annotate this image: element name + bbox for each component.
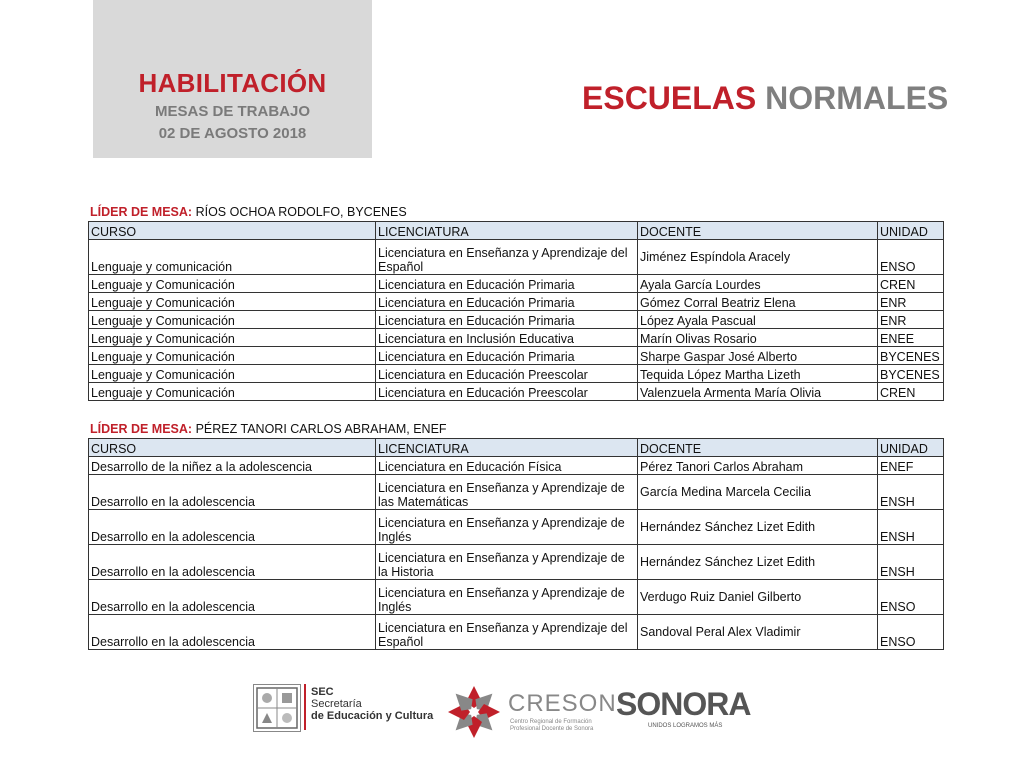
cell-licenciatura: Licenciatura en Enseñanza y Aprendizaje del Español	[376, 615, 638, 650]
mesa1-leader	[90, 205, 407, 219]
cell-docente: Sandoval Peral Alex Vladimir	[638, 615, 878, 650]
cell-curso: Desarrollo en la adolescencia	[89, 510, 376, 545]
cell-unidad: BYCENES	[878, 347, 944, 365]
col-curso: CURSO	[89, 222, 376, 240]
table-row	[89, 615, 944, 650]
cell-unidad: ENSH	[878, 510, 944, 545]
cell-licenciatura: Licenciatura en Enseñanza y Aprendizaje de las Matemáticas	[376, 475, 638, 510]
cell-unidad: CREN	[878, 383, 944, 401]
sec-shield-icon	[253, 684, 301, 732]
col-licenciatura: LICENCIATURA	[376, 222, 638, 240]
sec-line2: de Educación y Cultura	[311, 710, 434, 722]
cell-licenciatura: Licenciatura en Enseñanza y Aprendizaje del Español	[376, 240, 638, 275]
table-row	[89, 475, 944, 510]
mesa2-table	[88, 438, 944, 650]
cell-licenciatura: Licenciatura en Educación Preescolar	[376, 383, 638, 401]
col-unidad: UNIDAD	[878, 439, 944, 457]
cell-unidad: ENEE	[878, 329, 944, 347]
cell-docente: Jiménez Espíndola Aracely	[638, 240, 878, 275]
table-row	[89, 240, 944, 275]
cell-curso: Lenguaje y Comunicación	[89, 365, 376, 383]
cell-licenciatura: Licenciatura en Educación Física	[376, 457, 638, 475]
sonora-wordmark: SONORA	[616, 686, 751, 722]
cell-unidad: ENSO	[878, 580, 944, 615]
cell-curso: Lenguaje y Comunicación	[89, 275, 376, 293]
cell-licenciatura: Licenciatura en Educación Primaria	[376, 347, 638, 365]
table-header-row	[89, 222, 944, 240]
cell-curso: Lenguaje y comunicación	[89, 240, 376, 275]
col-curso: CURSO	[89, 439, 376, 457]
cell-docente: Gómez Corral Beatriz Elena	[638, 293, 878, 311]
cell-licenciatura: Licenciatura en Inclusión Educativa	[376, 329, 638, 347]
page-title	[582, 80, 948, 117]
title-red: ESCUELAS	[582, 80, 757, 116]
footer-logos	[0, 672, 1024, 752]
cell-curso: Lenguaje y Comunicación	[89, 293, 376, 311]
cell-docente: Tequida López Martha Lizeth	[638, 365, 878, 383]
cell-curso: Lenguaje y Comunicación	[89, 329, 376, 347]
table-row	[89, 329, 944, 347]
table-row	[89, 293, 944, 311]
cell-unidad: ENSO	[878, 240, 944, 275]
cell-docente: López Ayala Pascual	[638, 311, 878, 329]
cell-docente: Hernández Sánchez Lizet Edith	[638, 545, 878, 580]
cell-licenciatura: Licenciatura en Educación Primaria	[376, 311, 638, 329]
creson-wordmark: CRESON	[508, 690, 617, 717]
habilitacion-title: HABILITACIÓN	[138, 68, 327, 98]
table-row	[89, 311, 944, 329]
cell-unidad: BYCENES	[878, 365, 944, 383]
cell-unidad: CREN	[878, 275, 944, 293]
date-subtitle: 02 DE AGOSTO 2018	[158, 125, 307, 142]
cell-licenciatura: Licenciatura en Educación Primaria	[376, 275, 638, 293]
mesa1-leader-name: RÍOS OCHOA RODOLFO, BYCENES	[195, 205, 407, 219]
cell-licenciatura: Licenciatura en Enseñanza y Aprendizaje de Inglés	[376, 510, 638, 545]
col-docente: DOCENTE	[638, 222, 878, 240]
table-row	[89, 383, 944, 401]
creson-sub1: Centro Regional de Formación	[510, 719, 592, 725]
creson-subtitle	[510, 719, 593, 733]
cell-docente: Hernández Sánchez Lizet Edith	[638, 510, 878, 545]
cell-unidad: ENR	[878, 293, 944, 311]
creson-logo-icon	[446, 684, 502, 740]
table-row	[89, 347, 944, 365]
cell-docente: Valenzuela Armenta María Olivia	[638, 383, 878, 401]
cell-licenciatura: Licenciatura en Enseñanza y Aprendizaje de Inglés	[376, 580, 638, 615]
col-licenciatura: LICENCIATURA	[376, 439, 638, 457]
cell-docente: Ayala García Lourdes	[638, 275, 878, 293]
col-docente: DOCENTE	[638, 439, 878, 457]
cell-docente: Marín Olivas Rosario	[638, 329, 878, 347]
table-row	[89, 275, 944, 293]
mesa2-leader	[90, 422, 447, 436]
table-row	[89, 457, 944, 475]
cell-curso: Lenguaje y Comunicación	[89, 311, 376, 329]
cell-curso: Desarrollo de la niñez a la adolescencia	[89, 457, 376, 475]
cell-curso: Desarrollo en la adolescencia	[89, 580, 376, 615]
cell-docente: Sharpe Gaspar José Alberto	[638, 347, 878, 365]
title-gray: NORMALES	[765, 80, 949, 116]
mesa2-leader-name: PÉREZ TANORI CARLOS ABRAHAM, ENEF	[195, 422, 447, 436]
creson-sub2: Profesional Docente de Sonora	[510, 726, 594, 732]
cell-curso: Desarrollo en la adolescencia	[89, 545, 376, 580]
mesas-subtitle: MESAS DE TRABAJO	[154, 103, 311, 120]
cell-licenciatura: Licenciatura en Educación Primaria	[376, 293, 638, 311]
cell-curso: Lenguaje y Comunicación	[89, 347, 376, 365]
sec-abbr: SEC	[311, 686, 334, 698]
sec-divider	[304, 684, 306, 730]
col-unidad: UNIDAD	[878, 222, 944, 240]
cell-licenciatura: Licenciatura en Enseñanza y Aprendizaje de la Historia	[376, 545, 638, 580]
cell-unidad: ENEF	[878, 457, 944, 475]
cell-docente: Verdugo Ruiz Daniel Gilberto	[638, 580, 878, 615]
table-row	[89, 580, 944, 615]
cell-curso: Desarrollo en la adolescencia	[89, 475, 376, 510]
table-row	[89, 545, 944, 580]
mesa1-leader-label: LÍDER DE MESA:	[90, 205, 193, 219]
cell-unidad: ENR	[878, 311, 944, 329]
table-row	[89, 510, 944, 545]
cell-unidad: ENSO	[878, 615, 944, 650]
cell-curso: Desarrollo en la adolescencia	[89, 615, 376, 650]
table-row	[89, 365, 944, 383]
sonora-slogan: UNIDOS LOGRAMOS MÁS	[648, 723, 723, 729]
cell-licenciatura: Licenciatura en Educación Preescolar	[376, 365, 638, 383]
cell-docente: García Medina Marcela Cecilia	[638, 475, 878, 510]
sec-logo-text	[311, 686, 433, 722]
cell-curso: Lenguaje y Comunicación	[89, 383, 376, 401]
cell-unidad: ENSH	[878, 545, 944, 580]
mesa1-table	[88, 221, 944, 401]
cell-docente: Pérez Tanori Carlos Abraham	[638, 457, 878, 475]
mesa2-leader-label: LÍDER DE MESA:	[90, 422, 193, 436]
sec-line1: Secretaría	[311, 698, 362, 710]
cell-unidad: ENSH	[878, 475, 944, 510]
title-box	[93, 0, 372, 158]
table-header-row	[89, 439, 944, 457]
